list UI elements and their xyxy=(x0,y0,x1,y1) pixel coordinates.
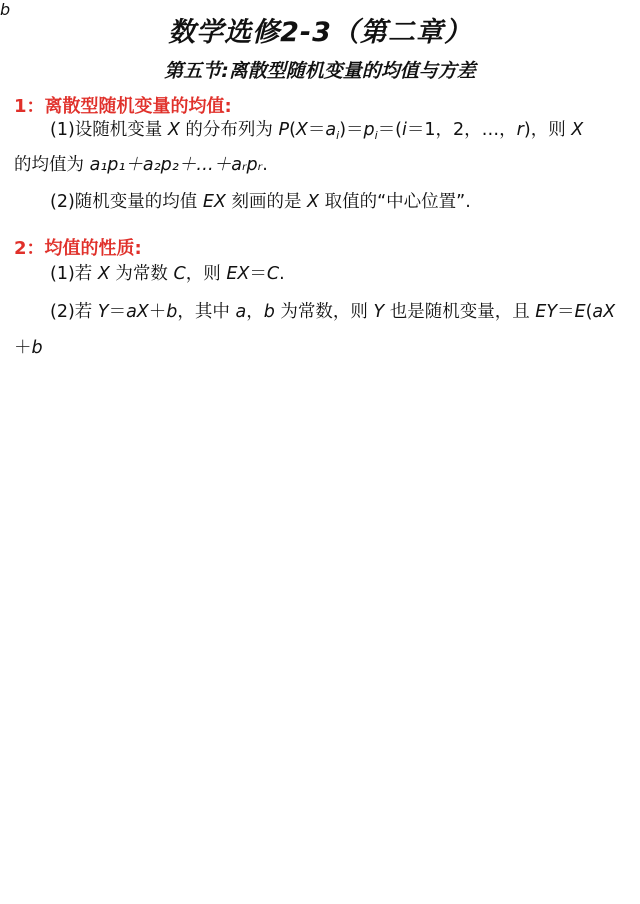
s1-line-1: (1)设随机变量 X 的分布列为 $P(X=a_i)=p_i=(i=1$，2，…，r)，则 X xyxy=(50,120,584,142)
section-subtitle: 第五节:离散型随机变量的均值与方差 xyxy=(164,60,476,82)
s1-line-2: 的均值为 a₁p₁＋a₂p₂＋…＋aᵣpᵣ. xyxy=(14,155,268,175)
s1-line-3: (2)随机变量的均值 EX 刻画的是 X 取值的“中心位置”. xyxy=(50,192,471,212)
s2-line-3: ＋b xyxy=(14,338,43,358)
s2-line-1: (1)若 X 为常数 C，则 EX＝C. xyxy=(50,264,285,284)
page-title: 数学选修2-3（第二章） xyxy=(168,17,472,48)
s2-line-2: (2)若 Y＝aX＋b，其中 a，b 为常数，则 Y 也是随机变量，且 EY＝E(aX xyxy=(50,302,616,322)
heading-2: 2：均值的性质: xyxy=(14,238,142,259)
heading-1: 1：离散型随机变量的均值: xyxy=(14,96,232,117)
